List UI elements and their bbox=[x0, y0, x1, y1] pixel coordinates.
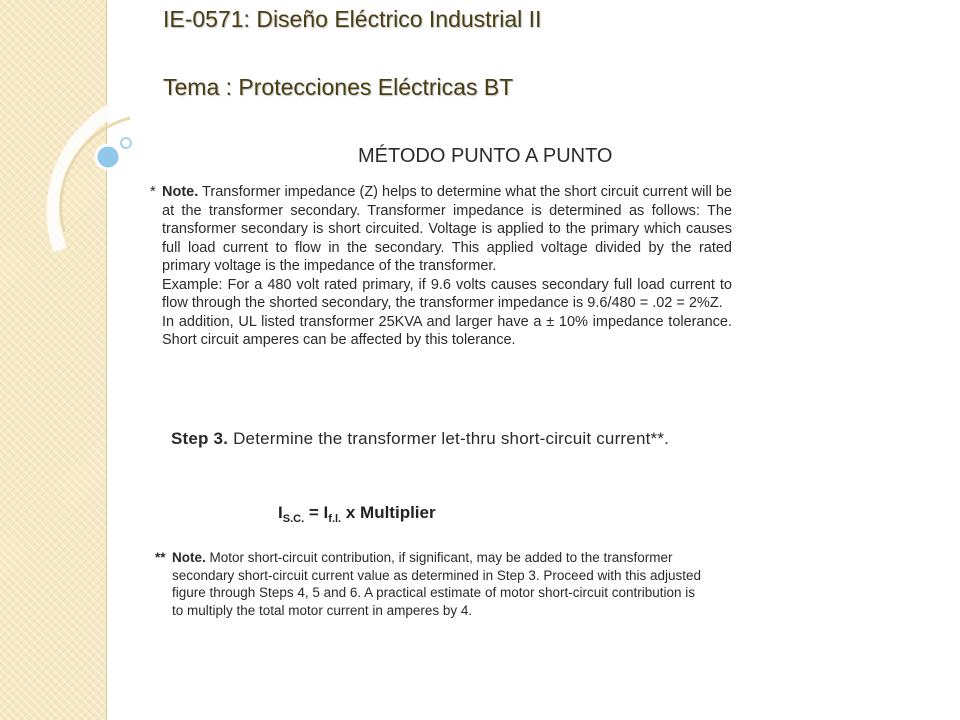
formula-ifl-subscript: f.l. bbox=[328, 513, 342, 525]
formula-ifl-symbol: I bbox=[323, 503, 329, 522]
step-3-instruction bbox=[171, 428, 711, 450]
transformer-impedance-note bbox=[150, 183, 732, 350]
note-label: Note. bbox=[162, 184, 199, 200]
decorative-bubble-large bbox=[96, 145, 120, 169]
note-2-text: Motor short-circuit contribution, if significant, may be added to the transformer secondary short-circuit current value as determined in Step 3. Proceed with this adjusted figure through Steps 4, 5 and 6. A practical estimate of motor short-circuit contribution is to multiply the total motor current in amperes by 4. bbox=[172, 550, 702, 618]
note-paragraph-2: Example: For a 480 volt rated primary, if 9.6 volts causes secondary full load current to flow through the shorted secondary, the transformer impedance is 9.6/480 = .02 = 2%Z. bbox=[162, 276, 732, 311]
note-paragraph-1: Transformer impedance (Z) helps to determine what the short circuit current will be at the transformer secondary. Transformer impedance is determined as follows: The transformer secondary is short circuited. Voltage is applied to the primary which causes full load current to flow in the secondary. This applied voltage divided by the rated primary voltage is the impedance of the transformer. bbox=[162, 184, 732, 274]
formula-equals: = bbox=[308, 503, 319, 522]
formula-isc-subscript: S.C. bbox=[282, 513, 305, 525]
short-circuit-formula bbox=[278, 503, 436, 525]
note-marker: * bbox=[150, 184, 156, 200]
decorative-arc-inner bbox=[61, 118, 130, 232]
step-3-label: Step 3. bbox=[171, 429, 229, 448]
decorative-bubble-small bbox=[121, 138, 131, 148]
topic-title: Tema : Protecciones Eléctricas BT bbox=[163, 74, 514, 100]
note-2-marker: ** bbox=[155, 550, 166, 565]
course-title: IE-0571: Diseño Eléctrico Industrial II bbox=[163, 6, 542, 32]
note-2-label: Note. bbox=[172, 550, 206, 565]
step-3-text: Determine the transformer let-thru short-circuit current**. bbox=[233, 429, 670, 448]
note-paragraph-3: In addition, UL listed transformer 25KVA and larger have a ± 10% impedance tolerance. Short circuit amperes can be affected by this tolerance. bbox=[162, 313, 732, 348]
motor-contribution-note bbox=[155, 549, 710, 619]
formula-isc-symbol: I bbox=[278, 503, 283, 522]
formula-multiplier: x Multiplier bbox=[345, 503, 436, 522]
method-title: MÉTODO PUNTO A PUNTO bbox=[358, 145, 613, 167]
